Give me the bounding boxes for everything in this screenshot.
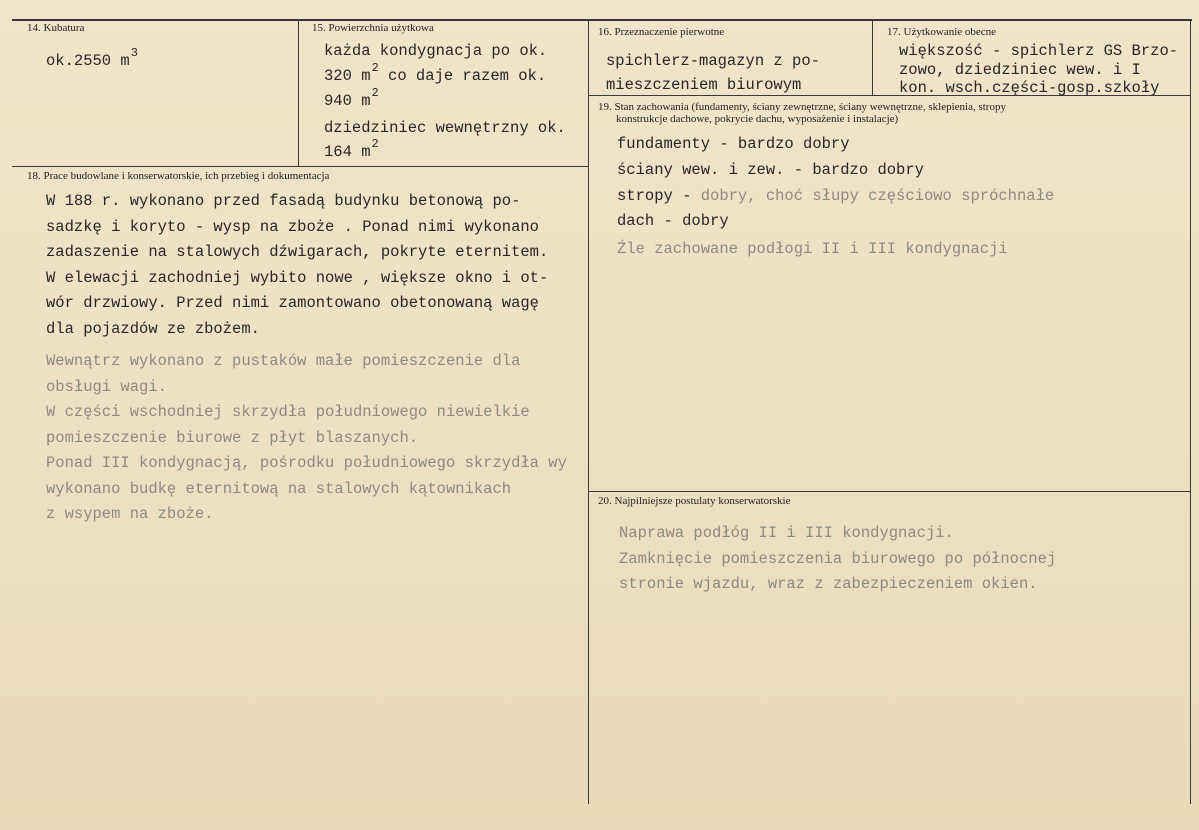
field-15-line-5: 164 $m^2$: [324, 137, 379, 161]
field-17-line-2: zowo, dziedziniec wew. i I: [899, 61, 1141, 79]
field-17-line-3: kon. wsch.części-gosp.szkoły: [899, 79, 1160, 97]
field-18-text-dark: [46, 189, 548, 342]
field-18-line: dla pojazdów ze zbożem.: [46, 319, 260, 338]
rule-under-19: [588, 491, 1190, 492]
field-19-line-4: dach - dobry: [617, 212, 729, 230]
field-19-line-5: Źle zachowane podłogi II i III kondygnacji: [617, 240, 1008, 258]
field-18-line: Ponad III kondygnacją, pośrodku południowego skrzydła wy: [46, 454, 567, 472]
field-19-label-line-1: 19. Stan zachowania (fundamenty, ściany zewnętrzne, ściany wewnętrzne, sklepienia, stropy: [598, 101, 1006, 113]
field-16-line-2: mieszczeniem biurowym: [606, 76, 802, 94]
field-18-text-faint: [46, 349, 567, 528]
field-18-label: 18. Prace budowlane i konserwatorskie, ich przebieg i dokumentacja: [27, 170, 330, 182]
divider-14-15: [298, 19, 299, 167]
field-16-line-1: spichlerz-magazyn z po-: [606, 52, 820, 70]
field-17-line-1: większość - spichlerz GS Brzo-: [899, 42, 1179, 60]
divider-right: [1190, 19, 1191, 804]
field-16-label: 16. Przeznaczenie pierwotne: [598, 26, 725, 38]
field-20-label: 20. Najpilniejsze postulaty konserwatorskie: [598, 495, 791, 507]
field-19-line-1: fundamenty - bardzo dobry: [617, 135, 850, 153]
field-20-line: Naprawa podłóg II i III kondygnacji.: [619, 524, 954, 542]
field-19-line-2: ściany wew. i zew. - bardzo dobry: [617, 161, 924, 179]
field-18-line: wykonano budkę eternitową na stalowych kątownikach: [46, 479, 512, 498]
field-15-label: 15. Powierzchnia użytkowa: [312, 22, 434, 34]
field-19-label-line-2: konstrukcje dachowe, pokrycie dachu, wyposażenie i instalacje): [616, 113, 899, 125]
field-20-line: Zamknięcie pomieszczenia biurowego po północnej: [619, 549, 1057, 568]
field-19-line-3: stropy - dobry, choć słupy częściowo spróchnałe: [617, 187, 1055, 205]
field-18-line: pomieszczenie biurowe z płyt blaszanych.: [46, 428, 419, 447]
field-15-line-4: dziedziniec wewnętrzny ok.: [324, 119, 566, 137]
field-18-line: W części wschodniej skrzydła południowego niewielkie: [46, 403, 530, 421]
field-18-line: z wsypem na zboże.: [46, 505, 214, 523]
field-20-line: stronie wjazdu, wraz z zabezpieczeniem okien.: [619, 575, 1038, 593]
field-15-line-1: każda kondygnacja po ok.: [324, 42, 548, 60]
field-18-line: sadzkę i koryto - wysp na zboże . Ponad nimi wykonano: [46, 217, 539, 236]
field-14-value: ok.2550 $m^3$: [46, 46, 138, 70]
field-18-line: wór drzwiowy. Przed nimi zamontowano obetonowaną wagę: [46, 294, 539, 312]
field-18-line: obsługi wagi.: [46, 377, 167, 396]
field-14-label: 14. Kubatura: [27, 22, 85, 34]
field-18-line: W elewacji zachodniej wybito nowe , większe okno i ot-: [46, 268, 549, 287]
field-18-line: Wewnątrz wykonano z pustaków małe pomieszczenie dla: [46, 352, 521, 370]
field-15-line-3: 940 $m^2$: [324, 86, 379, 110]
field-18-line: zadaszenie na stalowych dźwigarach, pokryte eternitem.: [46, 243, 549, 261]
divider-16-17: [872, 19, 873, 96]
field-15-line-2: 320 $m^2$ co daje razem ok.: [324, 61, 547, 85]
top-border: [12, 19, 1192, 21]
divider-15-16: [588, 19, 589, 804]
field-18-line: W 188 r. wykonano przed fasadą budynku betonową po-: [46, 192, 521, 210]
rule-under-14-15: [12, 166, 588, 167]
field-20-text: [619, 521, 1056, 598]
field-17-label: 17. Użytkowanie obecne: [887, 26, 997, 38]
